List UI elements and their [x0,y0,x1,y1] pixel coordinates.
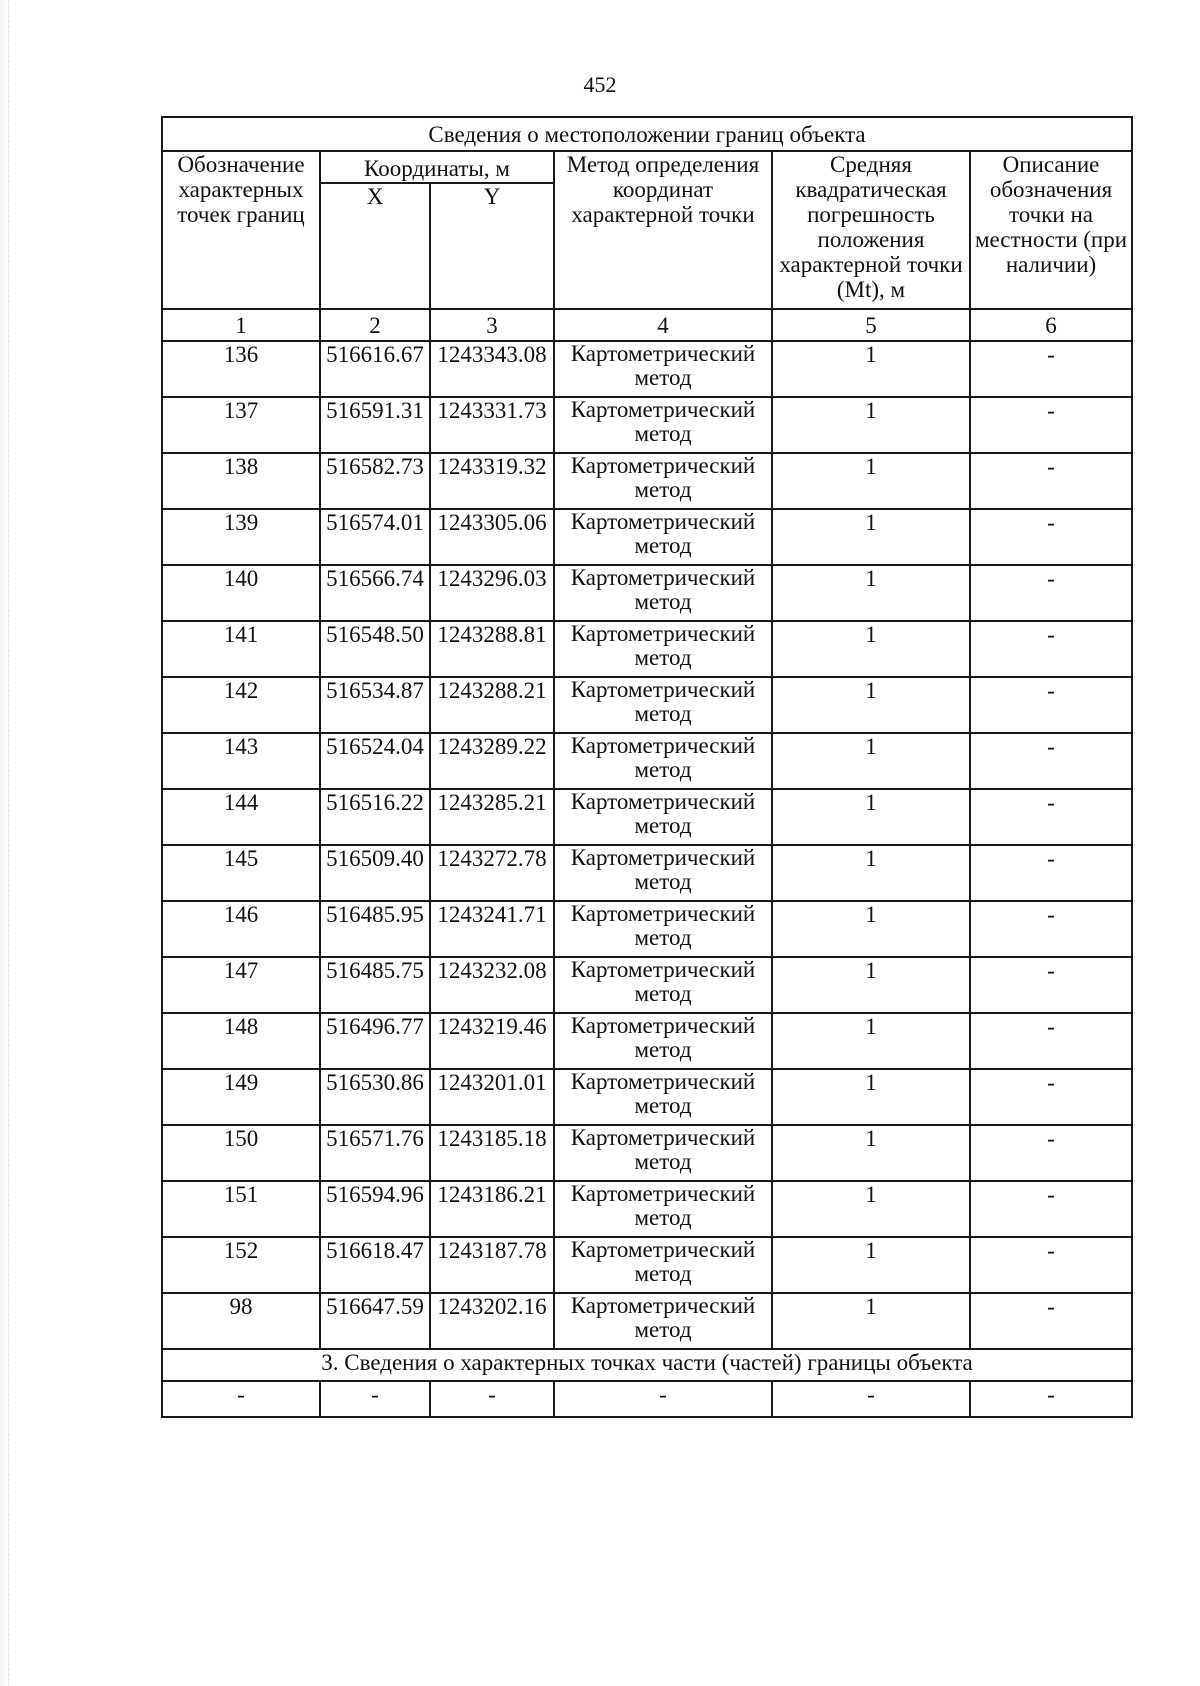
method-cell: Картометрический метод [554,621,772,677]
header-coordinates: Координаты, м [320,151,554,183]
coordinate-x-cell: 516618.47 [320,1237,430,1293]
column-numbers-row [162,309,1132,341]
point-designation-cell: 144 [162,789,320,845]
table-row [162,733,1132,789]
coordinate-y-cell: 1243285.21 [430,789,554,845]
point-designation-cell: 146 [162,901,320,957]
method-cell: Картометрический метод [554,901,772,957]
column-number: 3 [430,309,554,341]
description-cell: - [970,845,1132,901]
point-designation-cell: 98 [162,1293,320,1349]
table-cell: - [162,1381,320,1417]
header-method: Метод определения координат характерной точки [554,151,772,309]
coordinate-y-cell: 1243272.78 [430,845,554,901]
mean-error-cell: 1 [772,1069,970,1125]
coordinate-x-cell: 516616.67 [320,341,430,397]
coordinate-y-cell: 1243201.01 [430,1069,554,1125]
method-cell: Картометрический метод [554,845,772,901]
coordinate-x-cell: 516534.87 [320,677,430,733]
table-row [162,789,1132,845]
mean-error-cell: 1 [772,845,970,901]
coordinate-y-cell: 1243288.81 [430,621,554,677]
point-designation-cell: 138 [162,453,320,509]
mean-error-cell: 1 [772,509,970,565]
coordinate-y-cell: 1243232.08 [430,957,554,1013]
column-number: 2 [320,309,430,341]
point-designation-cell: 143 [162,733,320,789]
mean-error-cell: 1 [772,789,970,845]
column-number: 1 [162,309,320,341]
boundary-coordinates-table [161,116,1133,1418]
method-cell: Картометрический метод [554,733,772,789]
column-number: 5 [772,309,970,341]
coordinate-y-cell: 1243187.78 [430,1237,554,1293]
mean-error-cell: 1 [772,677,970,733]
coordinate-x-cell: 516647.59 [320,1293,430,1349]
method-cell: Картометрический метод [554,1181,772,1237]
coordinate-y-cell: 1243305.06 [430,509,554,565]
point-designation-cell: 137 [162,397,320,453]
table-row [162,621,1132,677]
header-x: X [320,183,430,309]
table-row [162,1125,1132,1181]
coordinate-x-cell: 516530.86 [320,1069,430,1125]
mean-error-cell: 1 [772,565,970,621]
method-cell: Картометрический метод [554,341,772,397]
table-row [162,1013,1132,1069]
table-cell: - [970,1381,1132,1417]
mean-error-cell: 1 [772,1013,970,1069]
column-number: 6 [970,309,1132,341]
coordinate-x-cell: 516582.73 [320,453,430,509]
mean-error-cell: 1 [772,621,970,677]
coordinate-y-cell: 1243319.32 [430,453,554,509]
header-y: Y [430,183,554,309]
coordinate-y-cell: 1243296.03 [430,565,554,621]
description-cell: - [970,565,1132,621]
table-row [162,901,1132,957]
point-designation-cell: 152 [162,1237,320,1293]
coordinate-y-cell: 1243288.21 [430,677,554,733]
mean-error-cell: 1 [772,1181,970,1237]
coordinate-y-cell: 1243241.71 [430,901,554,957]
mean-error-cell: 1 [772,733,970,789]
coordinate-y-cell: 1243289.22 [430,733,554,789]
coordinate-x-cell: 516524.04 [320,733,430,789]
description-cell: - [970,901,1132,957]
table-row [162,1181,1132,1237]
point-designation-cell: 136 [162,341,320,397]
section-3-title: 3. Сведения о характерных точках части (частей) границы объекта [162,1349,1132,1381]
mean-error-cell: 1 [772,1293,970,1349]
coordinate-y-cell: 1243331.73 [430,397,554,453]
description-cell: - [970,1069,1132,1125]
mean-error-cell: 1 [772,453,970,509]
method-cell: Картометрический метод [554,509,772,565]
coordinate-y-cell: 1243343.08 [430,341,554,397]
description-cell: - [970,621,1132,677]
coordinate-y-cell: 1243186.21 [430,1181,554,1237]
method-cell: Картометрический метод [554,1237,772,1293]
table-row [162,957,1132,1013]
page-number: 452 [583,72,617,97]
point-designation-cell: 150 [162,1125,320,1181]
coordinate-y-cell: 1243185.18 [430,1125,554,1181]
table-title: Сведения о местоположении границ объекта [162,117,1132,151]
description-cell: - [970,677,1132,733]
coordinate-x-cell: 516571.76 [320,1125,430,1181]
table-row [162,1069,1132,1125]
description-cell: - [970,397,1132,453]
coordinate-x-cell: 516591.31 [320,397,430,453]
method-cell: Картометрический метод [554,1069,772,1125]
table-cell: - [430,1381,554,1417]
table-row [162,1293,1132,1349]
section-3-row [162,1381,1132,1417]
coordinate-x-cell: 516566.74 [320,565,430,621]
header-description: Описание обозначения точки на местности (при наличии) [970,151,1132,309]
mean-error-cell: 1 [772,341,970,397]
description-cell: - [970,1237,1132,1293]
description-cell: - [970,733,1132,789]
description-cell: - [970,789,1132,845]
point-designation-cell: 151 [162,1181,320,1237]
description-cell: - [970,453,1132,509]
table-row [162,845,1132,901]
description-cell: - [970,509,1132,565]
description-cell: - [970,341,1132,397]
method-cell: Картометрический метод [554,957,772,1013]
table-cell: - [320,1381,430,1417]
mean-error-cell: 1 [772,397,970,453]
method-cell: Картометрический метод [554,1013,772,1069]
method-cell: Картометрический метод [554,789,772,845]
method-cell: Картометрический метод [554,397,772,453]
coordinate-x-cell: 516516.22 [320,789,430,845]
mean-error-cell: 1 [772,1237,970,1293]
coordinate-y-cell: 1243219.46 [430,1013,554,1069]
point-designation-cell: 140 [162,565,320,621]
point-designation-cell: 141 [162,621,320,677]
coordinate-x-cell: 516485.75 [320,957,430,1013]
method-cell: Картометрический метод [554,677,772,733]
point-designation-cell: 145 [162,845,320,901]
mean-error-cell: 1 [772,957,970,1013]
header-point-designation: Обозначение характерных точек границ [162,151,320,309]
method-cell: Картометрический метод [554,565,772,621]
description-cell: - [970,1293,1132,1349]
coordinate-x-cell: 516574.01 [320,509,430,565]
point-designation-cell: 139 [162,509,320,565]
table-row [162,397,1132,453]
scan-edge [0,0,9,1686]
description-cell: - [970,1013,1132,1069]
coordinate-x-cell: 516594.96 [320,1181,430,1237]
table-row [162,341,1132,397]
table-cell: - [554,1381,772,1417]
description-cell: - [970,1125,1132,1181]
coordinate-x-cell: 516509.40 [320,845,430,901]
mean-error-cell: 1 [772,901,970,957]
coordinate-x-cell: 516548.50 [320,621,430,677]
header-mean-error: Средняя квадратическая погрешность положения характерной точки (Mt), м [772,151,970,309]
coordinate-x-cell: 516496.77 [320,1013,430,1069]
table-row [162,677,1132,733]
table-cell: - [772,1381,970,1417]
point-designation-cell: 149 [162,1069,320,1125]
mean-error-cell: 1 [772,1125,970,1181]
coordinate-x-cell: 516485.95 [320,901,430,957]
description-cell: - [970,957,1132,1013]
table-row [162,1237,1132,1293]
point-designation-cell: 147 [162,957,320,1013]
method-cell: Картометрический метод [554,1293,772,1349]
table-row [162,453,1132,509]
method-cell: Картометрический метод [554,453,772,509]
column-number: 4 [554,309,772,341]
point-designation-cell: 148 [162,1013,320,1069]
description-cell: - [970,1181,1132,1237]
table-row [162,509,1132,565]
table-row [162,565,1132,621]
coordinate-y-cell: 1243202.16 [430,1293,554,1349]
method-cell: Картометрический метод [554,1125,772,1181]
point-designation-cell: 142 [162,677,320,733]
